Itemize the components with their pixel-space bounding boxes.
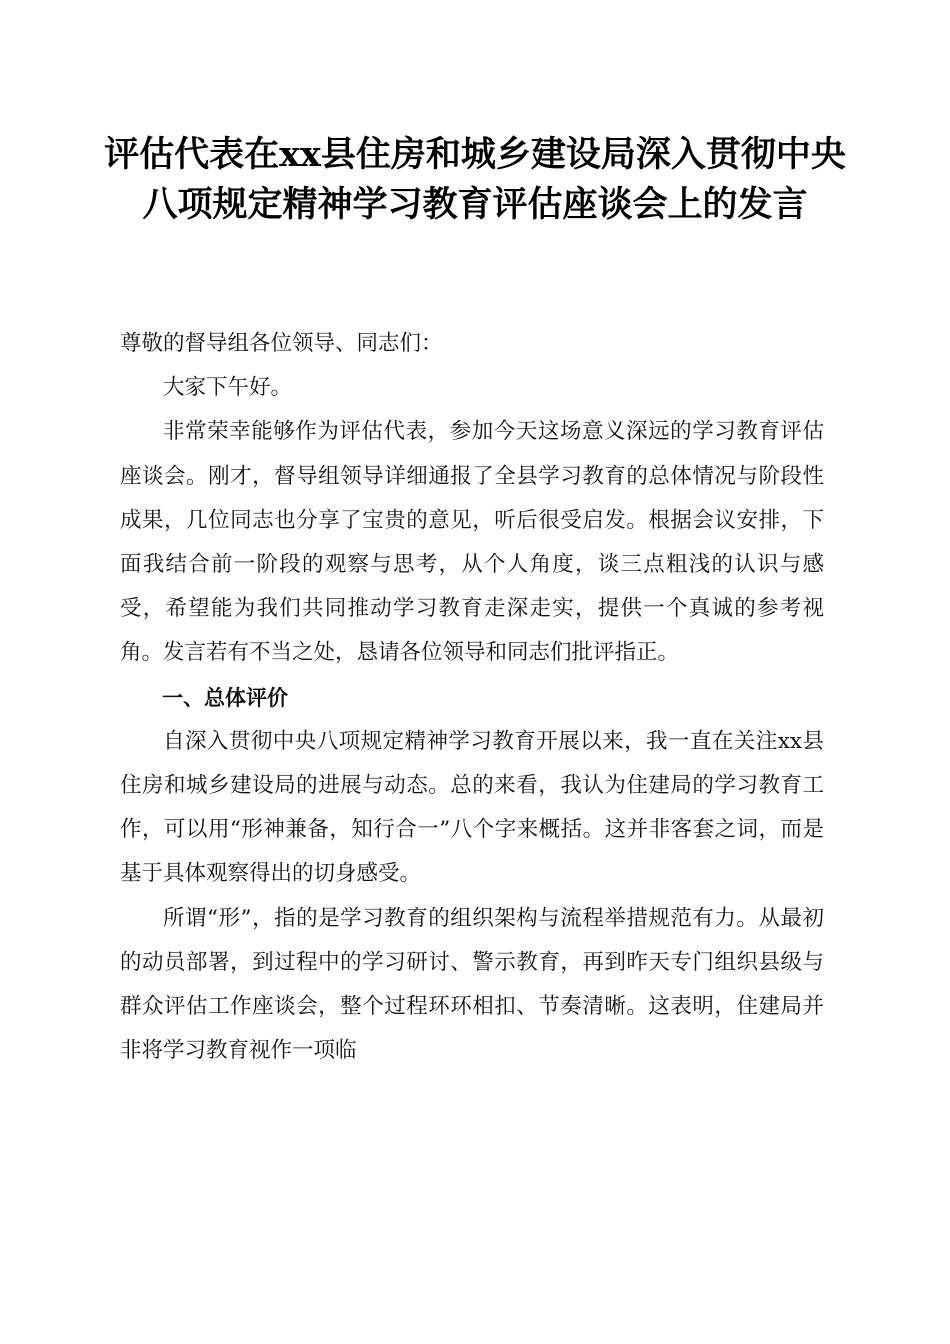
section-paragraph: 自深入贯彻中央八项规定精神学习教育开展以来，我一直在关注xx县住房和城乡建设局的进展与动态。总的来看，我认为住建局的学习教育工作，可以用“形神兼备，知行合一”八个字来概括。这并非客套之词，而是基于具体观察得出的切身感受。 [120,728,824,887]
section-heading: 一、总体评价 [162,685,288,710]
salutation: 尊敬的督导组各位领导、同志们： [120,331,443,356]
section-paragraph: 所谓“形”，指的是学习教育的组织架构与流程举措规范有力。从最初的动员部署，到过程中的学习研讨、警示教育，再到昨天专门组织县级与群众评估工作座谈会，整个过程环环相扣、节奏清晰。这表明，住建局并非将学习教育视作一项临 [120,905,824,1064]
document-body [120,322,824,1073]
greeting: 大家下午好。 [163,375,293,401]
document-title: 评估代表在xx县住房和城乡建设局深入贯彻中央八项规定精神学习教育评估座谈会上的发言 [104,134,846,225]
opening-paragraph: 非常荣幸能够作为评估代表，参加今天这场意义深远的学习教育评估座谈会。刚才，督导组领导详细通报了全县学习教育的总体情况与阶段性成果，几位同志也分享了宝贵的意见，听后很受启发。根据会议安排，下面我结合前一阶段的观察与思考，从个人角度，谈三点粗浅的认识与感受，希望能为我们共同推动学习教育走深走实，提供一个真诚的参考视角。发言若有不当之处，恳请各位领导和同志们批评指正。 [120,419,824,666]
